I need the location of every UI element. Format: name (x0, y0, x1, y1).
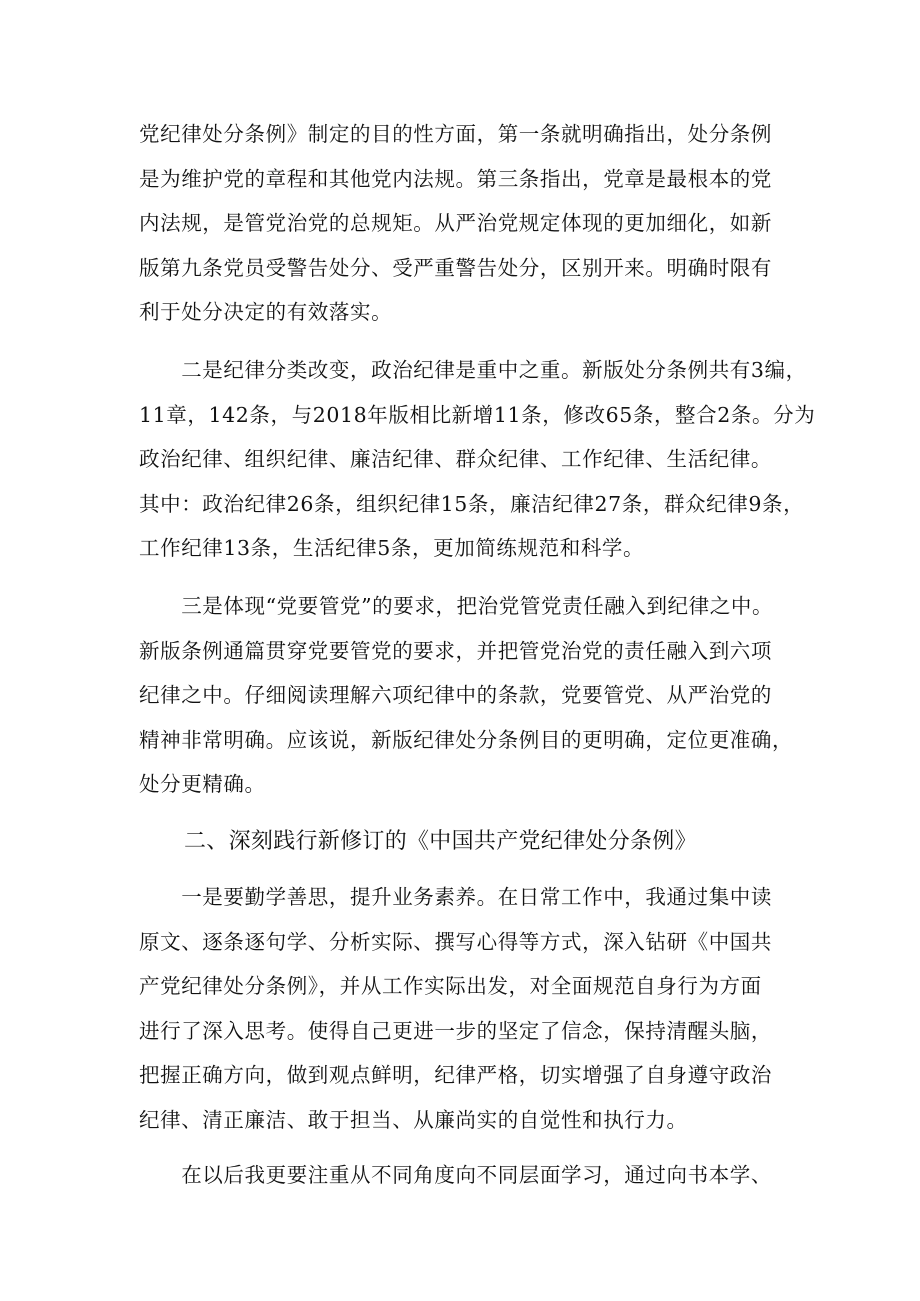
paragraph-3 (139, 584, 799, 807)
text-line: 原文、逐条逐句学、分析实际、撰写心得等方式，深入钻研《中国共 (139, 929, 772, 954)
section-heading: 二、深刻践行新修订的《中国共产党纪律处分条例》 (184, 829, 697, 854)
text-line: 内法规，是管党治党的总规矩。从严治党规定体现的更加细化，如新 (139, 211, 772, 236)
text-line: 产党纪律处分条例》，并从工作实际出发，对全面规范自身行为方面 (139, 974, 762, 999)
text-line: 版第九条党员受警告处分、受严重警告处分，区别开来。明确时限有 (139, 255, 772, 280)
text-line: 其中：政治纪律26条，组织纪律15条，廉洁纪律27条，群众纪律9条， (139, 491, 805, 516)
text-line: 进行了深入思考。使得自己更进一步的坚定了信念，保持清醒头脑， (139, 1018, 772, 1043)
text-line: 在以后我更要注重从不同角度向不同层面学习，通过向书本学、 (139, 1163, 772, 1187)
paragraph-4 (139, 875, 799, 1143)
text-line: 三是体现“党要管党”的要求，把治党管党责任融入到纪律之中。 (139, 594, 774, 618)
text-line: 工作纪律13条，生活纪律5条，更加简练规范和科学。 (139, 536, 645, 561)
text-line: 新版条例通篇贯穿党要管党的要求，并把管党治党的责任融入到六项 (139, 638, 772, 663)
paragraph-1 (139, 112, 799, 335)
text-line: 纪律、清正廉洁、敢于担当、从廉尚实的自觉性和执行力。 (139, 1107, 688, 1132)
text-line: 利于处分决定的有效落实。 (139, 300, 393, 325)
text-line: 把握正确方向，做到观点鲜明，纪律严格，切实增强了自身遵守政治 (139, 1063, 772, 1088)
text-line: 党纪律处分条例》制定的目的性方面，第一条就明确指出，处分条例 (139, 122, 772, 146)
text-line: 纪律之中。仔细阅读理解六项纪律中的条款，党要管党、从严治党的 (139, 683, 772, 708)
text-line: 11章，142条，与2018年版相比新增11条，修改65条，整合2条。分为 (139, 402, 816, 427)
text-line: 一是要勤学善思，提升业务素养。在日常工作中，我通过集中读 (139, 885, 772, 909)
text-line: 处分更精确。 (139, 772, 266, 797)
text-line: 二是纪律分类改变，政治纪律是重中之重。新版处分条例共有3编， (139, 358, 807, 382)
paragraph-2 (139, 348, 816, 571)
text-line: 精神非常明确。应该说，新版纪律处分条例目的更明确，定位更准确， (139, 727, 794, 752)
text-line: 是为维护党的章程和其他党内法规。第三条指出，党章是最根本的党 (139, 166, 772, 191)
paragraph-5 (139, 1153, 799, 1198)
text-line: 政治纪律、组织纪律、廉洁纪律、群众纪律、工作纪律、生活纪律。 (139, 447, 772, 472)
